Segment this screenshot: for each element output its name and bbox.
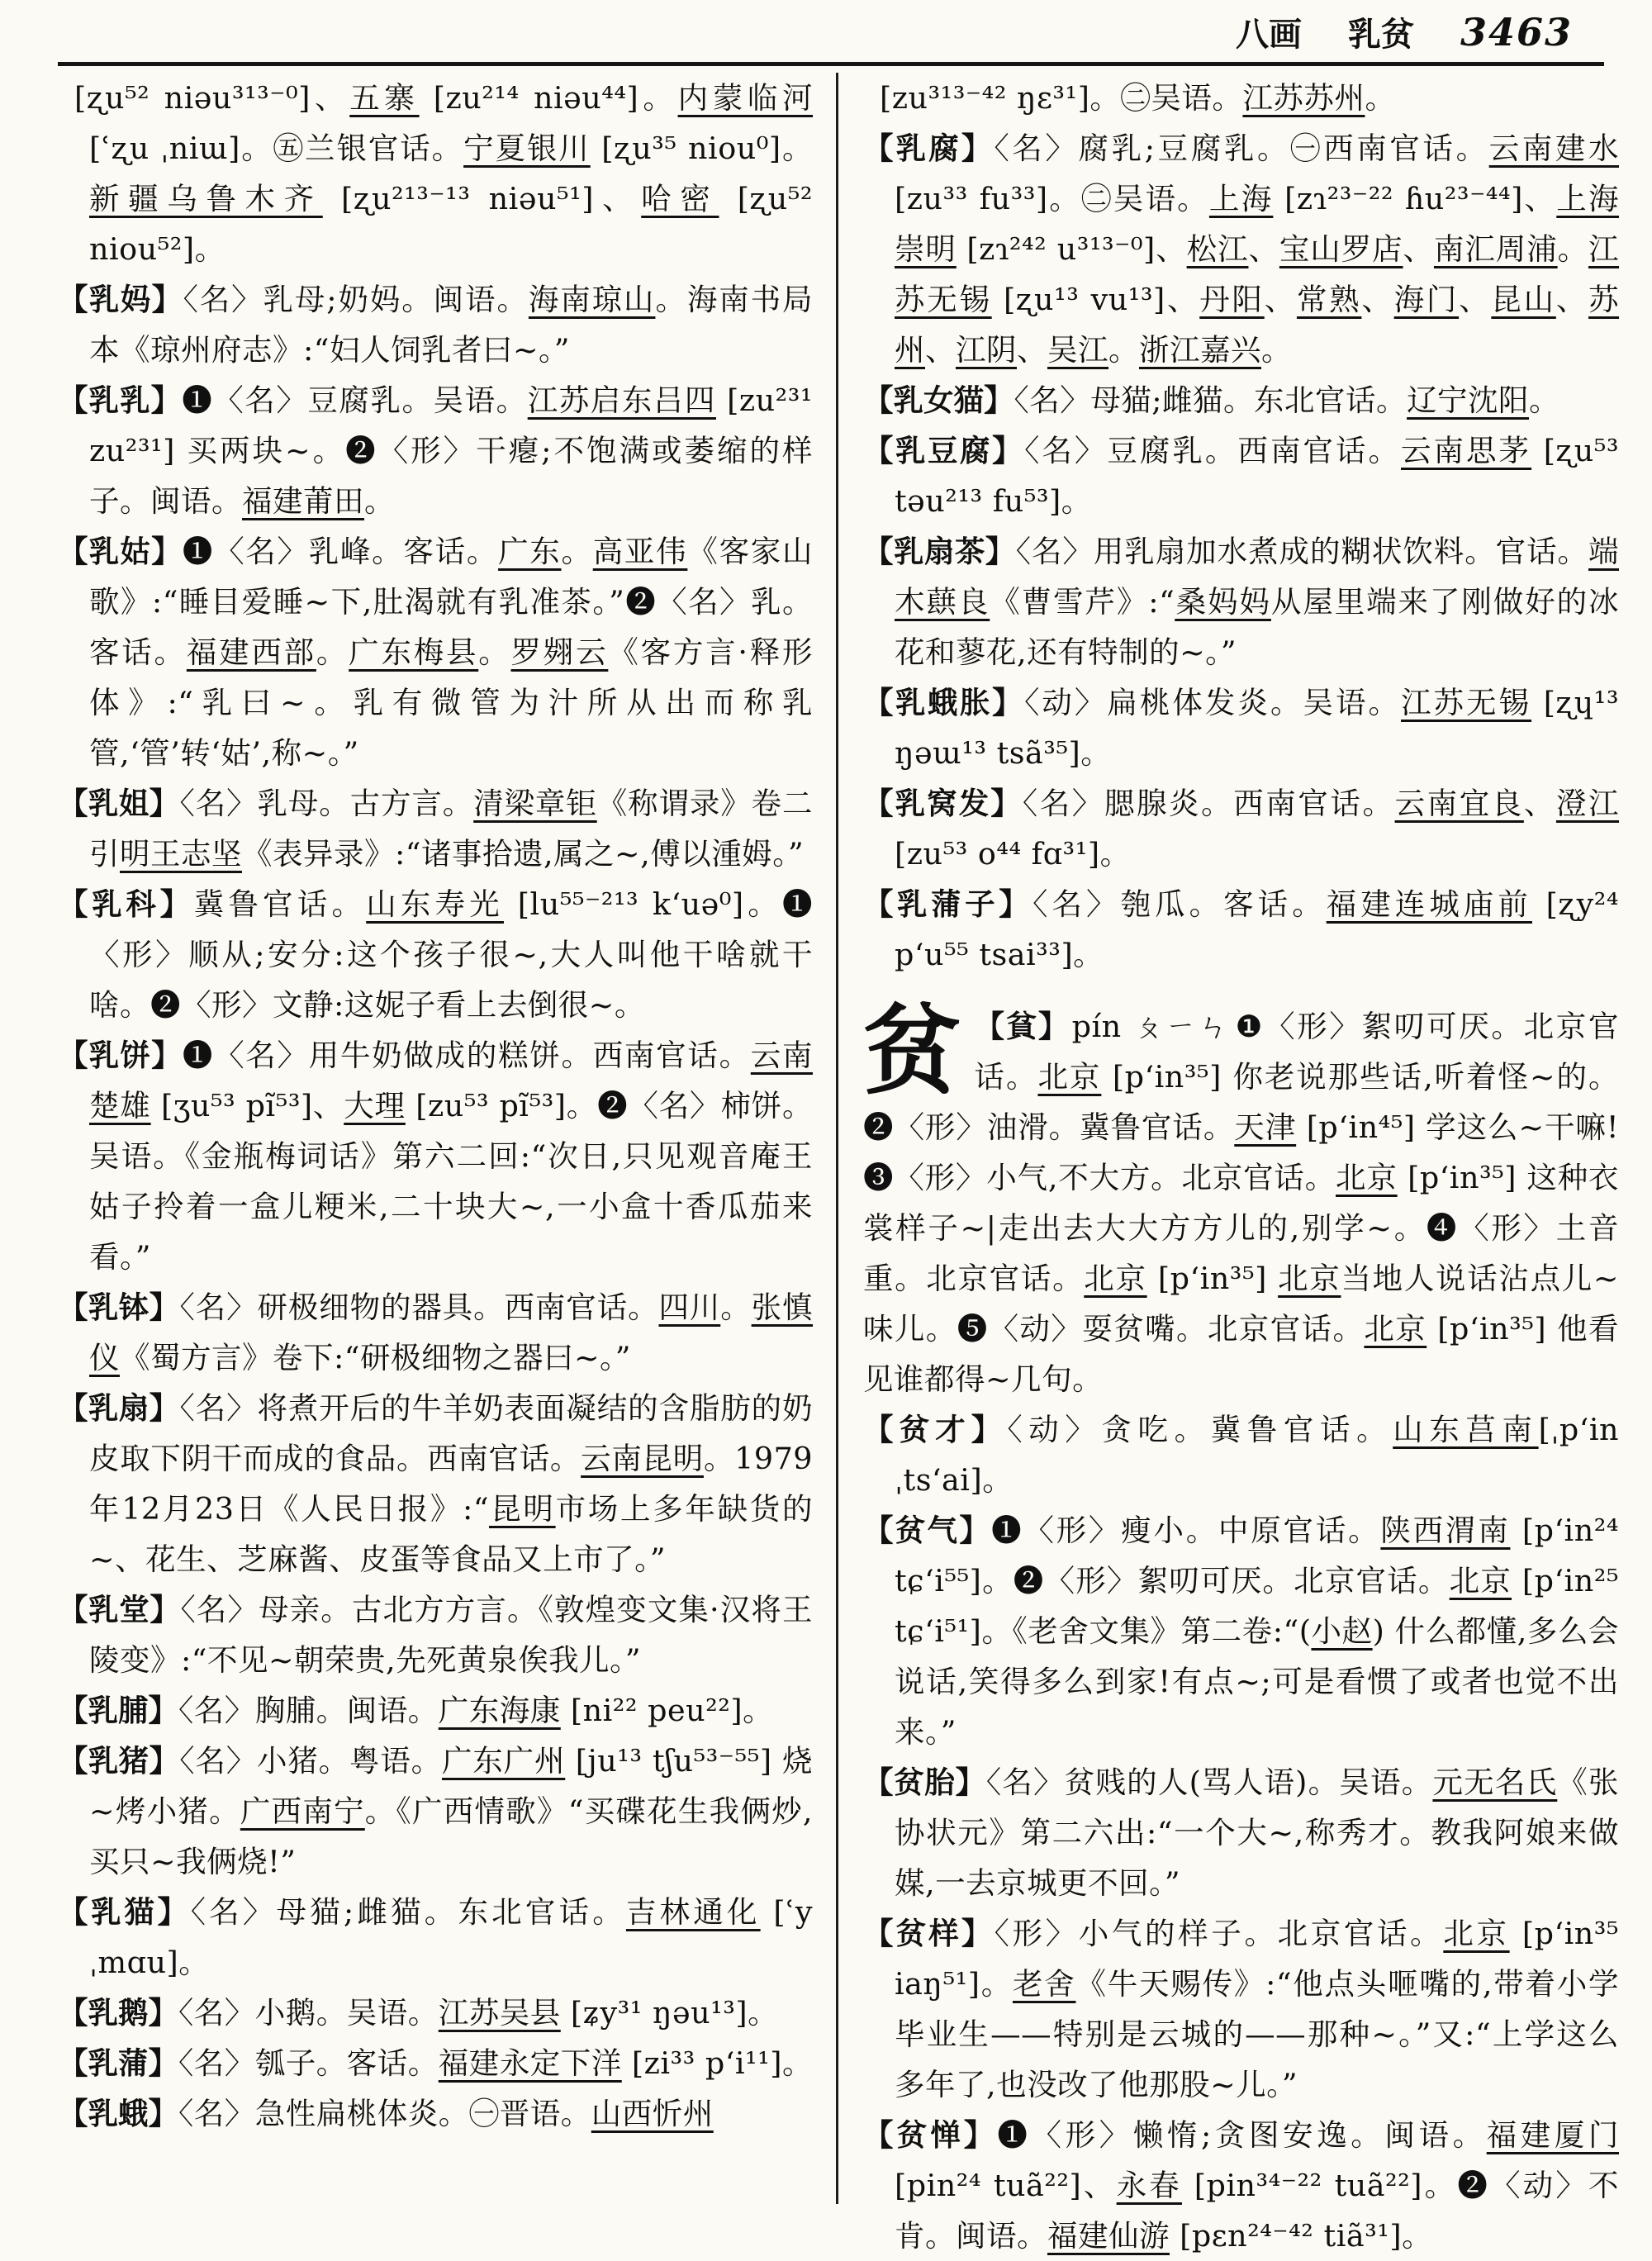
proper-noun-underlined: 苏州: [895, 282, 1620, 368]
dictionary-entry: [58, 1685, 813, 1736]
entry-headword: 【乳蒲子】: [863, 886, 1033, 922]
entry-text: 《表异录》:“诸事拾遗,属之~,傅以湩姆。”: [242, 836, 805, 872]
entry-text: 。: [478, 634, 511, 670]
proper-noun-underlined: 小赵: [1311, 1613, 1373, 1649]
dictionary-entry: [58, 2038, 813, 2088]
proper-noun-underlined: 松江: [1186, 231, 1249, 267]
proper-noun-underlined: 昆明: [489, 1491, 556, 1527]
entry-text: [pʻin³⁵]: [1146, 1261, 1279, 1296]
entry-text: [ʐu²¹³⁻¹³ niəu⁵¹]、: [322, 181, 642, 216]
entry-text: 〈名〉匏瓜。客话。: [1032, 886, 1327, 922]
proper-noun-underlined: 宁夏银川: [463, 131, 591, 166]
proper-noun-underlined: 北京: [1364, 1311, 1427, 1347]
dictionary-entry: [58, 1988, 813, 2038]
entry-pronunciation: pín ㄆㄧㄣ: [1071, 1009, 1231, 1044]
entry-text: [pʻin²⁴ tɕʻi⁵⁵]。❷〈形〉絮叨可厌。北京官话。: [895, 1513, 1619, 1598]
proper-noun-underlined: 清梁章钜: [473, 786, 597, 821]
entry-text: 《蜀方言》卷下:“研极细物之器曰~。”: [120, 1340, 631, 1375]
entry-text: 。: [1261, 332, 1292, 368]
entry-text: 从屋里端来了刚做好的冰花和蓼花,还有特制的~。”: [895, 584, 1620, 670]
dictionary-entry: [58, 375, 813, 526]
dictionary-entry: [58, 1383, 813, 1584]
entry-headword: 【贫才】: [863, 1412, 1008, 1447]
entry-text: 〈名〉急性扁桃体炎。㊀晋语。: [178, 2096, 591, 2131]
entry-text: 。: [1557, 231, 1589, 267]
entry-headword: 【乳鹅】: [58, 1995, 178, 2031]
entry-text: 《张协状元》第二六出:“一个大~,称秀才。教我阿娘来做媒,一去京城更不回。”: [895, 1765, 1620, 1901]
entry-text: 〈名〉用乳扇加水煮成的糊状饮料。官话。: [1015, 534, 1589, 569]
proper-noun-underlined: 北京: [1336, 1160, 1398, 1195]
entry-text: [zi³³ pʻi¹¹]。: [621, 2045, 814, 2081]
dictionary-entry: [863, 2110, 1619, 2261]
entry-text: 〈名〉研极细物的器具。西南官话。: [179, 1290, 659, 1325]
entry-text: 。: [1529, 382, 1560, 418]
proper-noun-underlined: 山西忻州: [591, 2096, 714, 2131]
entry-text: 〈名〉小猪。粤语。: [179, 1743, 442, 1779]
entry-text: 。: [720, 1290, 752, 1325]
entry-text: [pʻin²⁵ tɕʻi⁵¹]。《老舍文集》第二卷:“(: [895, 1563, 1620, 1649]
proper-noun-underlined: 云南思茅: [1401, 433, 1532, 468]
entry-text: [pɛn²⁴⁻⁴² tiã³¹]。: [1170, 2218, 1433, 2254]
entry-headword: 【乳姐】: [58, 786, 180, 821]
entry-text: 、: [1523, 786, 1556, 821]
proper-noun-underlined: 广东梅县: [349, 634, 479, 670]
entry-text: 。: [364, 483, 395, 519]
entry-text: 〈名〉将煮开后的牛羊奶表面凝结的含脂肪的奶皮取下阴干而成的食品。西南官话。: [89, 1390, 814, 1476]
entry-text: 〈名〉乳母。古方言。: [179, 786, 474, 821]
entry-text: [ni²² peu²²]。: [560, 1693, 774, 1728]
proper-noun-underlined: 桑妈妈: [1175, 584, 1271, 620]
dictionary-entry: [58, 1030, 813, 1282]
proper-noun-underlined: 老舍: [1012, 1966, 1076, 2002]
entry-headword: 【贫样】: [863, 1916, 995, 1951]
proper-noun-underlined: 云南宜良: [1394, 786, 1524, 821]
entry-headword: 【乳堂】: [58, 1592, 181, 1627]
entry-text: 。: [1108, 332, 1139, 368]
proper-noun-underlined: 北京: [1449, 1563, 1512, 1598]
proper-noun-underlined: 福建永定下洋: [438, 2045, 622, 2081]
proper-noun-underlined: 哈密: [641, 181, 719, 216]
entry-headword: 【乳姑】: [58, 534, 183, 569]
proper-noun-underlined: 上海: [1208, 181, 1274, 216]
proper-noun-underlined: 大理: [344, 1088, 406, 1123]
entry-text: 。1979年12月23日《人民日报》:“: [89, 1441, 814, 1527]
entry-headword: 【乳扇茶】: [863, 534, 1016, 569]
proper-noun-underlined: 云南昆明: [581, 1441, 704, 1476]
proper-noun-underlined: 山东寿光: [366, 886, 504, 922]
entry-text: [pʻin³⁵] 这种衣裳样子~|走出去大大方方儿的,别学~。❹〈形〉土音重。北京官话。: [863, 1160, 1620, 1296]
proper-noun-underlined: 吴江: [1047, 332, 1108, 368]
dictionary-entry: [58, 1887, 813, 1988]
entry-text: [zu⁵³ pĩ⁵³]。❷〈名〉柿饼。吴语。《金瓶梅词话》第六二回:“次日,只见观音庵王姑子拎着一盒儿粳米,二十块大~,一小盒十香瓜茄来看。”: [89, 1088, 813, 1275]
dictionary-entry: [863, 1757, 1619, 1908]
dictionary-entry: [863, 993, 1620, 1404]
dictionary-entry: [58, 1584, 813, 1685]
proper-noun-underlined: 北京: [1443, 1916, 1510, 1951]
entry-text: [ʐy²⁴ pʻu⁵⁵ tsai³³]。: [895, 886, 1620, 972]
entry-text: 〈动〉扁桃体发炎。吴语。: [1024, 685, 1402, 720]
dictionary-entry: [58, 778, 813, 879]
dictionary-entry: [863, 1404, 1619, 1505]
proper-noun-underlined: 北京: [1278, 1261, 1341, 1296]
entry-text: [ˌpʻin ˌtsʻai]。: [895, 1412, 1620, 1498]
proper-noun-underlined: 福建西部: [186, 634, 316, 670]
entry-text: 。《广西情歌》“买碟花生我俩炒,买只~我俩烧!”: [89, 1793, 813, 1879]
entry-headword: 【乳妈】: [58, 282, 183, 317]
dictionary-entry: [58, 526, 813, 778]
entry-text: [pin³⁴⁻²² tuã²²]。❷〈动〉不肯。闽语。: [895, 2168, 1620, 2254]
entry-text: ❶〈形〉懒惰;贪图安逸。闽语。: [997, 2117, 1487, 2153]
entry-text: 〈动〉贪吃。冀鲁官话。: [1007, 1412, 1393, 1447]
entry-text: ❶〈名〉乳峰。客话。: [182, 534, 499, 569]
entry-text: [zɿ²⁴² u³¹³⁻⁰]、: [956, 231, 1187, 267]
proper-noun-underlined: 元无名氏: [1432, 1765, 1558, 1800]
entry-text: [ju¹³ tʃu⁵³⁻⁵⁵] 烧~烤小猪。: [89, 1743, 813, 1829]
header-character-range: 乳贫: [1347, 15, 1414, 54]
proper-noun-underlined: 山东莒南: [1393, 1412, 1539, 1447]
entry-text: 市场上多年缺货的~、花生、芝麻酱、皮蛋等食品又上市了。”: [89, 1491, 813, 1577]
entry-headword: 【乳脯】: [58, 1693, 178, 1728]
entry-text: 。: [316, 634, 349, 670]
big-headword-character: 贫: [863, 993, 961, 1108]
entry-text: 〈名〉小鹅。吴语。: [178, 1995, 439, 2031]
header-stroke-section: 八画: [1235, 15, 1302, 54]
entry-text: ❶〈名〉用牛奶做成的糕饼。西南官话。: [182, 1038, 751, 1073]
proper-noun-underlined: 陕西渭南: [1380, 1513, 1511, 1548]
proper-noun-underlined: 浙江嘉兴: [1139, 332, 1261, 368]
proper-noun-underlined: 内蒙临河: [677, 80, 814, 116]
entry-text: [ʐu¹³ vu¹³]、: [991, 282, 1200, 317]
entry-text: 冀鲁官话。: [193, 886, 367, 922]
entry-text: 《客方言·释形体》:“乳曰~。乳有微管为汁所从出而称乳管,‘管’转‘姑’,称~。”: [89, 634, 814, 771]
proper-noun-underlined: 北京: [1037, 1059, 1102, 1095]
proper-noun-underlined: 端木蕻良: [895, 534, 1620, 620]
entry-text: [ʒu⁵³ pĩ⁵³]、: [150, 1088, 344, 1123]
proper-noun-underlined: 海门: [1393, 282, 1460, 317]
two-column-body: [0, 66, 1652, 2261]
entry-text: [zu²¹⁴ niəu⁴⁴]。: [419, 80, 678, 116]
entry-text: 、: [1403, 231, 1434, 267]
entry-text: [zu²³¹ zu²³¹] 买两块~。❷〈形〉干瘪;不饱满或萎缩的样子。闽语。: [89, 382, 814, 519]
entry-text: 〈名〉瓠子。客话。: [178, 2045, 439, 2081]
proper-noun-underlined: 吉林通化: [625, 1894, 761, 1930]
proper-noun-underlined: 常熟: [1296, 282, 1362, 317]
entry-text: 《牛天赐传》:“他点头咂嘴的,带着小学毕业生——特别是云城的——那种~。”又:“上学这么多年了,也没改了他那股~儿。”: [895, 1966, 1619, 2102]
entry-text: ) 什么都懂,多么会说话,笑得多么到家!有点~;可是看惯了或者也觉不出来。”: [895, 1613, 1620, 1750]
proper-noun-underlined: 四川: [658, 1290, 721, 1325]
entry-text: [ʿy ˌmɑu]。: [89, 1894, 813, 1980]
entry-headword: 【贫惮】: [863, 2117, 998, 2153]
proper-noun-underlined: 江阴: [956, 332, 1017, 368]
entry-text: 〈名〉母亲。古北方方言。《敦煌变文集·汉将王陵变》:“不见~朝荣贵,先死黄泉俟我儿。”: [89, 1592, 813, 1678]
entry-headword: 【乳腐】: [863, 131, 995, 166]
proper-noun-underlined: 广西南宁: [240, 1793, 365, 1829]
entry-text: [pʻin³⁵] 你老说那些话,听着怪~的。❷〈形〉油滑。冀鲁官话。: [863, 1059, 1620, 1145]
entry-text: [ʑy³¹ ŋəu¹³]。: [560, 1995, 779, 2031]
entry-text: ❶〈名〉豆腐乳。吴语。: [182, 382, 528, 418]
dictionary-entry: [58, 274, 813, 375]
dictionary-entry: [863, 526, 1619, 677]
entry-text: 。: [1365, 80, 1396, 116]
proper-noun-underlined: 江苏无锡: [1401, 685, 1532, 720]
entry-headword: 【乳蛾】: [58, 2096, 178, 2131]
entry-headword: 【乳女猫】: [863, 382, 1014, 418]
entry-text: 〈名〉乳母;奶妈。闽语。: [183, 282, 529, 317]
entry-text: 〈名〉胸脯。闽语。: [178, 1693, 439, 1728]
proper-noun-underlined: 广东广州: [441, 1743, 566, 1779]
entry-text: [pin²⁴ tuã²²]、: [895, 2168, 1117, 2203]
proper-noun-underlined: 福建仙游: [1047, 2218, 1170, 2254]
entry-text: [ʐu⁵³ təu²¹³ fu⁵³]。: [895, 433, 1620, 519]
entry-headword: 【乳科】: [58, 886, 194, 922]
entry-text: 。海南书局本《琼州府志》:“妇人饲乳者曰~。”: [89, 282, 814, 368]
entry-text: 。: [561, 534, 593, 569]
entry-text: [ʐu³⁵ niou⁰]。: [590, 131, 813, 166]
entry-text: 〈名〉母猫;雌猫。东北官话。: [190, 1894, 626, 1930]
proper-noun-underlined: 海南琼山: [528, 282, 656, 317]
page-number: 3463: [1460, 10, 1573, 55]
entry-text: ❶〈形〉絮叨可厌。北京官话。: [974, 1009, 1619, 1095]
column-right: [838, 73, 1619, 2261]
entry-headword: 【乳蒲】: [58, 2045, 178, 2081]
entry-headword: 【貧】: [974, 1009, 1070, 1044]
entry-text: 〈名〉贫贱的人(骂人语)。吴语。: [985, 1765, 1433, 1800]
entry-text: 〈名〉腐乳;豆腐乳。㊀西南官话。: [994, 131, 1489, 166]
dictionary-entry: [863, 1505, 1619, 1757]
entry-text: 、: [925, 332, 956, 368]
entry-text: 、: [1555, 282, 1589, 317]
entry-text: [zu⁵³ o⁴⁴ fɑ³¹]。: [895, 836, 1131, 872]
dictionary-entry: [863, 879, 1619, 980]
entry-headword: 【贫气】: [863, 1513, 992, 1548]
proper-noun-underlined: 昆山: [1491, 282, 1556, 317]
entry-headword: 【乳钵】: [58, 1290, 180, 1325]
proper-noun-underlined: 福建莆田: [242, 483, 364, 519]
proper-noun-underlined: 辽宁沈阳: [1407, 382, 1530, 418]
entry-text: [pʻin³⁵] 他看见谁都得~几句。: [863, 1311, 1620, 1397]
proper-noun-underlined: 广东: [498, 534, 562, 569]
entry-text: 、: [1361, 282, 1394, 317]
proper-noun-underlined: 福建厦门: [1486, 2117, 1620, 2153]
entry-text: 《称谓录》卷二引: [89, 786, 814, 872]
proper-noun-underlined: 江苏无锡: [895, 231, 1620, 317]
dictionary-entry: [58, 879, 813, 1030]
dictionary-entry: [58, 2088, 813, 2139]
proper-noun-underlined: 罗翙云: [510, 634, 609, 670]
entry-text: [ʐu⁵² niəu³¹³⁻⁰]、: [74, 80, 350, 116]
entry-text: [ʿʐu ˌniɯ]。㊄兰银官话。: [89, 131, 464, 166]
dictionary-entry: [58, 1282, 813, 1383]
entry-text: 〈形〉小气的样子。北京官话。: [994, 1916, 1444, 1951]
dictionary-entry: [863, 375, 1619, 425]
entry-text: 《曹雪芹》:“: [990, 584, 1175, 620]
entry-text: 当地人说话沾点儿~味儿。❺〈动〉耍贫嘴。北京官话。: [863, 1261, 1620, 1347]
proper-noun-underlined: 云南建水: [1488, 131, 1620, 166]
entry-headword: 【贫胎】: [863, 1765, 986, 1800]
proper-noun-underlined: 江苏吴县: [438, 1995, 561, 2031]
entry-text: [zɿ²³⁻²² ɦu²³⁻⁴⁴]、: [1273, 181, 1557, 216]
entry-text: 〈名〉腮腺炎。西南官话。: [1022, 786, 1395, 821]
entry-text: 、: [1248, 231, 1279, 267]
entry-text: [lu⁵⁵⁻²¹³ kʻuə⁰]。❶〈形〉顺从;安分:这个孩子很~,大人叫他干啥就干啥。❷〈形〉文静:这妮子看上去倒很~。: [89, 886, 813, 1023]
column-left: [58, 73, 838, 2204]
entry-headword: 【乳扇】: [58, 1390, 180, 1426]
dictionary-entry: [863, 1908, 1619, 2110]
proper-noun-underlined: 上海崇明: [895, 181, 1620, 267]
page-header: [0, 0, 1652, 60]
continued-entry-text: [58, 73, 813, 274]
entry-text: [ʐu⁵² niou⁵²]。: [89, 181, 814, 267]
continued-entry-text: [863, 73, 1619, 123]
dictionary-entry: [863, 123, 1619, 375]
entry-text: 〈名〉豆腐乳。西南官话。: [1024, 433, 1402, 468]
entry-text: [pʻin⁴⁵] 学这么~干嘛!❸〈形〉小气,不大方。北京官话。: [863, 1109, 1620, 1195]
dictionary-entry: [863, 778, 1619, 879]
dictionary-entry: [58, 1736, 813, 1887]
entry-text: 、: [1264, 282, 1297, 317]
proper-noun-underlined: 澄江: [1555, 786, 1620, 821]
entry-text: ❶〈形〉瘦小。中原官话。: [991, 1513, 1381, 1548]
entry-headword: 【乳猪】: [58, 1743, 180, 1779]
dictionary-entry: [863, 425, 1619, 526]
entry-text: 《客家山歌》:“睡目爱睡~下,肚渴就有乳准茶。”❷〈名〉乳。客话。: [89, 534, 814, 670]
dictionary-entry: [863, 677, 1619, 778]
entry-text: 、: [1017, 332, 1047, 368]
entry-text: 〈名〉母猫;雌猫。东北官话。: [1014, 382, 1408, 418]
proper-noun-underlined: 天津: [1234, 1109, 1297, 1145]
entry-headword: 【乳猫】: [58, 1894, 191, 1930]
proper-noun-underlined: 永春: [1116, 2168, 1182, 2203]
entry-headword: 【乳乳】: [58, 382, 183, 418]
proper-noun-underlined: 江苏启东吕四: [527, 382, 716, 418]
proper-noun-underlined: 高亚伟: [592, 534, 688, 569]
proper-noun-underlined: 福建连城庙前: [1326, 886, 1532, 922]
proper-noun-underlined: 江苏苏州: [1242, 80, 1365, 116]
proper-noun-underlined: 五寨: [349, 80, 420, 116]
entry-headword: 【乳蛾胀】: [863, 685, 1025, 720]
proper-noun-underlined: 北京: [1084, 1261, 1147, 1296]
proper-noun-underlined: 新疆乌鲁木齐: [89, 181, 323, 216]
entry-text: [pʻin³⁵ iaŋ⁵¹]。: [895, 1916, 1620, 2002]
proper-noun-underlined: 广东海康: [438, 1693, 561, 1728]
proper-noun-underlined: 张慎仪: [89, 1290, 814, 1375]
proper-noun-underlined: 云南楚雄: [89, 1038, 814, 1123]
entry-text: 、: [1459, 282, 1492, 317]
entry-text: [zu³³ fu³³]。㊁吴语。: [895, 181, 1209, 216]
entry-headword: 【乳豆腐】: [863, 433, 1025, 468]
entry-headword: 【乳饼】: [58, 1038, 183, 1073]
proper-noun-underlined: 南汇周浦: [1433, 231, 1558, 267]
proper-noun-underlined: 宝山罗店: [1279, 231, 1403, 267]
proper-noun-underlined: 明王志坚: [120, 836, 242, 872]
entry-text: [ʐɥ¹³ ŋəɯ¹³ tsã³⁵]。: [895, 685, 1620, 771]
proper-noun-underlined: 丹阳: [1199, 282, 1265, 317]
entry-text: [zu³¹³⁻⁴² ŋɛ³¹]。㊁吴语。: [880, 80, 1243, 116]
entry-headword: 【乳窝发】: [863, 786, 1023, 821]
